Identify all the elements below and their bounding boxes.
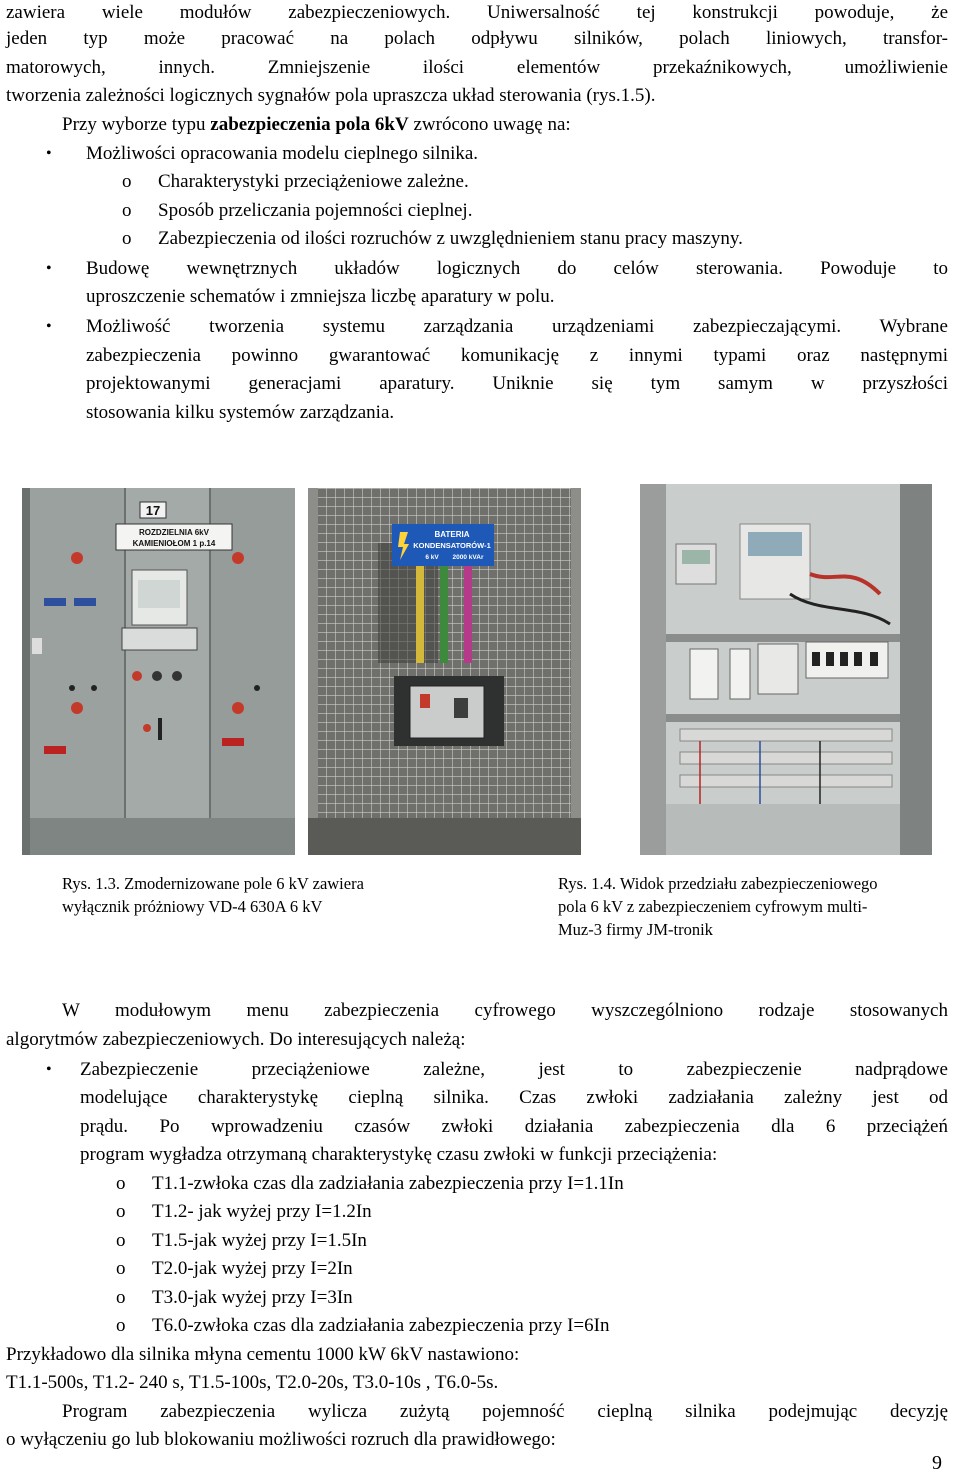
sub-list-item: T1.1-zwłoka czas dla zadziałania zabezpieczenia przy I=1.1In	[152, 1173, 624, 1194]
list-item: Możliwości opracowania modelu cieplnego silnika.	[86, 143, 479, 164]
figure-caption-line: Rys. 1.4. Widok przedziału zabezpieczeniowego	[558, 874, 878, 893]
sub-list-item: T1.2- jak wyżej przy I=1.2In	[152, 1201, 372, 1222]
page-number: 9	[932, 1452, 942, 1474]
list-item-cont: prądu. Po wprowadzeniu czasów zwłoki działania zabezpieczenia dla 6 przeciążeń	[80, 1116, 948, 1137]
list-item: Możliwość tworzenia systemu zarządzania urządzeniami zabezpieczającymi. Wybrane	[86, 316, 948, 337]
sub-bullet-icon: o	[122, 228, 132, 249]
bullet-icon: •	[46, 318, 52, 335]
sub-bullet-icon: o	[116, 1201, 126, 1222]
figure-caption-line: wyłącznik próżniowy VD-4 630A 6 kV	[62, 897, 323, 916]
figure-caption-line: Muz-3 firmy JM-tronik	[558, 920, 713, 939]
paragraph-lead: Przy wyborze typu zabezpieczenia pola 6kV zwrócono uwagę na:	[62, 114, 571, 135]
list-item-cont: zabezpieczenia powinno gwarantować komunikację z innymi typami oraz następnymi	[86, 345, 948, 366]
figure-caption-line: pola 6 kV z zabezpieczeniem cyfrowym multi-	[558, 897, 868, 916]
sub-bullet-icon: o	[122, 200, 132, 221]
sub-bullet-icon: o	[116, 1173, 126, 1194]
panel-number-sign: 17	[145, 503, 161, 518]
paragraph-line: tworzenia zależności logicznych sygnałów pola upraszcza układ sterowania (rys.1.5).	[6, 85, 656, 106]
figure-caption-line: Rys. 1.3. Zmodernizowane pole 6 kV zawiera	[62, 874, 364, 893]
paragraph-line: matorowych, innych. Zmniejszenie ilości elementów przekaźnikowych, umożliwienie	[6, 57, 948, 78]
sub-list-item: Sposób przeliczania pojemności cieplnej.	[158, 200, 473, 221]
switchgear-photo	[22, 488, 295, 855]
list-item-cont: projektowanymi generacjami aparatury. Uniknie się tym samym w przyszłości	[86, 373, 948, 394]
panel-sign-line: ROZDZIELNIA 6kV	[139, 528, 209, 537]
bullet-icon: •	[46, 1061, 52, 1078]
sub-list-item: T1.5-jak wyżej przy I=1.5In	[152, 1230, 367, 1251]
cage-sign-line: 2000 kVAr	[452, 554, 484, 561]
paragraph-line: algorytmów zabezpieczeniowych. Do interesujących należą:	[6, 1029, 466, 1050]
paragraph-line: jeden typ może pracować na polach odpływu silników, polach liniowych, transfor-	[6, 28, 948, 49]
sub-list-item: T2.0-jak wyżej przy I=2In	[152, 1258, 353, 1279]
paragraph-line: zawiera wiele modułów zabezpieczeniowych. Uniwersalność tej konstrukcji powoduje, że	[6, 2, 948, 23]
sub-list-item: Zabezpieczenia od ilości rozruchów z uwzględnieniem stanu pracy maszyny.	[158, 228, 743, 249]
list-item-cont: stosowania kilku systemów zarządzania.	[86, 402, 395, 423]
sub-bullet-icon: o	[116, 1258, 126, 1279]
paragraph-line: W modułowym menu zabezpieczenia cyfrowego wyszczególniono rodzaje stosowanych	[62, 1000, 948, 1021]
capacitor-cage-photo	[308, 488, 581, 855]
panel-sign-line: KAMIENIOŁOM 1 p.14	[132, 539, 216, 548]
list-item: Zabezpieczenie przeciążeniowe zależne, jest to zabezpieczenie nadprądowe	[80, 1059, 948, 1080]
sub-bullet-icon: o	[116, 1315, 126, 1336]
cage-sign-line: KONDENSATORÓW-1	[413, 541, 491, 550]
cage-sign-line: 6 kV	[425, 554, 439, 561]
bullet-icon: •	[46, 145, 52, 162]
sub-bullet-icon: o	[122, 171, 132, 192]
bold-term: zabezpieczenia pola 6kV	[210, 114, 409, 135]
sub-list-item: T3.0-jak wyżej przy I=3In	[152, 1287, 353, 1308]
list-item: Budowę wewnętrznych układów logicznych do celów sterowania. Powoduje to	[86, 258, 948, 279]
sub-bullet-icon: o	[116, 1287, 126, 1308]
paragraph-line: T1.1-500s, T1.2- 240 s, T1.5-100s, T2.0-20s, T3.0-10s , T6.0-5s.	[6, 1372, 499, 1393]
sub-list-item: Charakterystyki przeciążeniowe zależne.	[158, 171, 469, 192]
cage-sign-line: BATERIA	[434, 530, 470, 539]
paragraph-line: Przykładowo dla silnika młyna cementu 1000 kW 6kV nastawiono:	[6, 1344, 520, 1365]
list-item-cont: uproszczenie schematów i zmniejsza liczbę aparatury w polu.	[86, 286, 555, 307]
protection-cabinet-photo	[640, 484, 932, 855]
bullet-icon: •	[46, 260, 52, 277]
paragraph-line: o wyłączeniu go lub blokowaniu możliwości rozruch dla prawidłowego:	[6, 1429, 556, 1450]
sub-list-item: T6.0-zwłoka czas dla zadziałania zabezpieczenia przy I=6In	[152, 1315, 610, 1336]
sub-bullet-icon: o	[116, 1230, 126, 1251]
paragraph-line: Program zabezpieczenia wylicza zużytą pojemność cieplną silnika podejmując decyzję	[62, 1401, 948, 1422]
list-item-cont: modelujące charakterystykę cieplną silnika. Czas zwłoki zadziałania zależny jest od	[80, 1087, 948, 1108]
list-item-cont: program wygładza otrzymaną charakterystykę czasu zwłoki w funkcji przeciążenia:	[80, 1144, 718, 1165]
